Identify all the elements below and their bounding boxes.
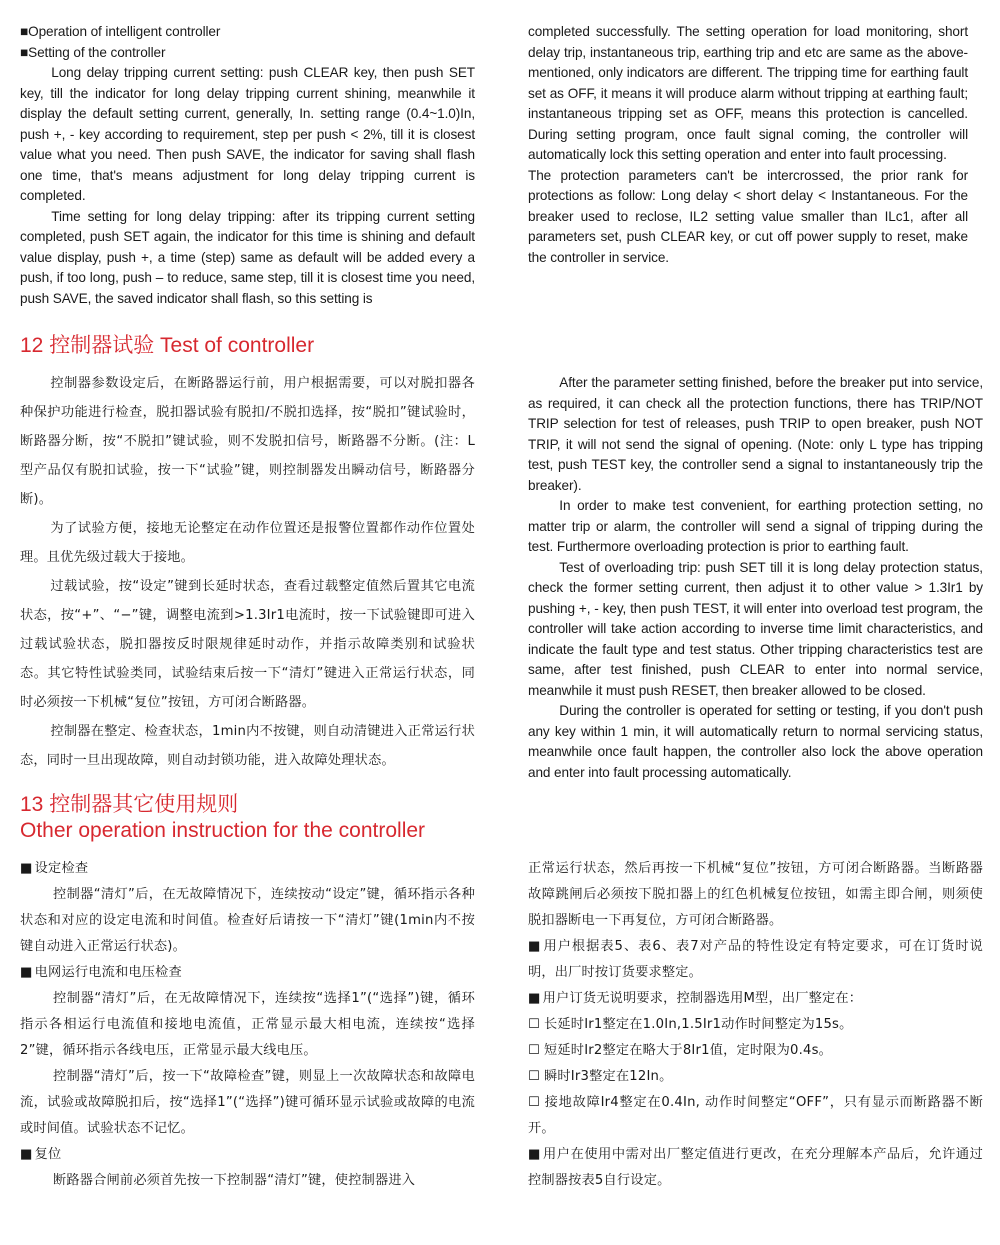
section-13-left-column [20, 856, 475, 1194]
setting-check-heading: ■ 设定检查 [20, 856, 475, 882]
test-intro-cn: 控制器参数设定后，在断路器运行前，用户根据需要，可以对脱扣器各种保护功能进行检查，脱扣器试验有脱扣/不脱扣选择，按“脱扣”键试验时，断路器分断，按“不脱扣”键试验，则不发脱扣信号，断路器不分断。(注：L型产品仅有脱扣试验，按一下“试验”键，则控制器发出瞬动信号，断路器分断)。 [20, 376, 475, 507]
short-delay-default: ☐ 短延时Ir2整定在略大于8Ir1值，定时限为0.4s。 [528, 1038, 983, 1064]
section-12-chinese-column [20, 369, 475, 775]
protection-rank-paragraph: The protection parameters can't be intercrossed, the prior rank for protections as follow: Long delay < short delay < Instantaneous. For the breaker used to reclose, IL2 setting value smaller than ILc1, after all parameters set, push CLEAR key, or cut off power supply to reset, make the controller in service. [528, 167, 968, 265]
overload-test-cn: 过载试验，按“设定”键到长延时状态，查看过载整定值然后置其它电流状态，按“+”、“−”键，调整电流到>1.3Ir1电流时，按一下试验键即可进入过载试验状态，脱扣器按反时限规律延时动作，并指示故障类别和试验状态。其它特性试验类同，试验结束后按一下“清灯”键进入正常运行状态，同时必须按一下机械“复位”按钮，方可闭合断路器。 [20, 579, 475, 710]
long-delay-time-paragraph: Time setting for long delay tripping: after its tripping current setting completed, push SET again, the indicator for this time is shining and default value display, push +, a time (step) same as default will be added every a push, if too long, push – to reduce, same step, till it is closest time you need, push SAVE, the saved indicator shall flash, so this setting is [20, 208, 475, 306]
section-12-heading: 12 控制器试验 Test of controller [20, 334, 315, 357]
auto-return-cn: 控制器在整定、检查状态，1min内不按键，则自动清键进入正常运行状态，同时一旦出现故障，则自动封锁功能，进入故障处理状态。 [20, 724, 475, 768]
grid-check-heading: ■ 电网运行电流和电压检查 [20, 960, 475, 986]
section-13-right-column [528, 856, 983, 1194]
earthing-priority-cn: 为了试验方便，接地无论整定在动作位置还是报警位置都作动作位置处理。且优先级过载大于接地。 [20, 521, 475, 565]
earthing-priority-en: In order to make test convenient, for earthing protection setting, no matter trip or alarm, the controller will send a signal of tripping during the test. Furthermore overloading protection is prior to earthing fault. [528, 498, 983, 554]
overload-test-en: Test of overloading trip: push SET till it is long delay protection status, check the former setting current, then adjust it to other value > 1.3Ir1 by pushing +, - key, then push TEST, it will enter into overload test program, the controller will take action according to inverse time limit characteristics, and indicate the fault type and test status. Other tripping characteristics test are same, after test finished, push CLEAR to enter into normal service, meanwhile it must push RESET, then breaker allowed to be closed. [528, 559, 983, 698]
earthing-fault-default: ☐ 接地故障Ir4整定在0.4In, 动作时间整定“OFF”，只有显示而断路器不断开。 [528, 1090, 983, 1142]
instantaneous-default: ☐ 瞬时Ir3整定在12In。 [528, 1064, 983, 1090]
top-right-column [528, 22, 968, 268]
reset-paragraph: 断路器合闸前必须首先按一下控制器“清灯”键，使控制器进入 [53, 1173, 416, 1188]
section-13-heading-en: Other operation instruction for the controller [20, 819, 426, 842]
setting-heading: ■Setting of the controller [20, 44, 166, 60]
default-setting-note: ■ 用户订货无说明要求，控制器选用M型，出厂整定在： [528, 986, 983, 1012]
section-13-heading-cn: 13 控制器其它使用规则 [20, 793, 239, 816]
reset-continued-paragraph: 正常运行状态，然后再按一下机械“复位”按钮，方可闭合断路器。当断路器故障跳闸后必须按下脱扣器上的红色机械复位按钮，如需主即合闸，则须使脱扣器断电一下再复位，方可闭合断路器。 [528, 861, 983, 928]
test-intro-en: After the parameter setting finished, before the breaker put into service, as required, it can check all the protection functions, there has TRIP/NOT TRIP selection for test of releases, push TRIP to open breaker, push NOT TRIP, it will not send the signal of opening. (Note: only L type has tripping test, push TEST key, the controller send a signal to instantaneously trip the breaker). [528, 375, 983, 493]
custom-setting-note: ■ 用户根据表5、表6、表7对产品的特性设定有特定要求，可在订货时说明，出厂时按订货要求整定。 [528, 934, 983, 986]
grid-check-paragraph: 控制器“清灯”后，在无故障情况下，连续按“选择1”(“选择”)键，循环指示各相运行电流值和接地电流值，正常显示最大相电流，连续按“选择2”键，循环指示各线电压，正常显示最大线电压。 [20, 991, 475, 1058]
fault-check-paragraph: 控制器“清灯”后，按一下“故障检查”键，则显上一次故障状态和故障电流，试验或故障脱扣后，按“选择1”(“选择”)键可循环显示试验或故障的电流或时间值。试验状态不记忆。 [20, 1069, 475, 1136]
long-delay-default: ☐ 长延时Ir1整定在1.0In,1.5Ir1动作时间整定为15s。 [528, 1012, 983, 1038]
setting-check-paragraph: 控制器“清灯”后，在无故障情况下，连续按动“设定”键，循环指示各种状态和对应的设定电流和时间值。检查好后请按一下“清灯”键(1min内不按键自动进入正常运行状态)。 [20, 887, 475, 954]
section-12-english-column [528, 373, 983, 783]
section-13-heading [20, 792, 425, 844]
top-left-column [20, 22, 475, 309]
auto-return-en: During the controller is operated for setting or testing, if you don't push any key within 1 min, it will automatically return to normal servicing status, meanwhile once fault happen, the controller also lock the above operation and enter into fault processing automatically. [528, 703, 983, 780]
long-delay-current-paragraph: Long delay tripping current setting: push CLEAR key, then push SET key, till the indicator for long delay tripping current shining, meanwhile it display the default setting current, generally, In. setting range (0.4~1.0)In, push +, - key according to requirement, step per push < 2%, till it is closest value what you need. Then push SAVE, the indicator for saving shall flash one time, that's means adjustment for long delay tripping current is completed. [20, 65, 475, 203]
reset-heading: ■ 复位 [20, 1142, 475, 1168]
setting-completion-paragraph: completed successfully. The setting operation for load monitoring, short delay trip, instantaneous trip, earthing trip and etc are same as the above-mentioned, only indicators are different. The tripping time for earthing fault set as OFF, it means it will produce alarm without tripping at earthing fault; instantaneous tripping set as OFF, means this protection is cancelled. During setting program, once fault signal coming, the controller will automatically lock this setting operation and enter into fault processing. [528, 24, 968, 162]
operation-heading: ■Operation of intelligent controller [20, 24, 221, 39]
user-change-note: ■ 用户在使用中需对出厂整定值进行更改，在充分理解本产品后，允许通过控制器按表5自行设定。 [528, 1142, 983, 1194]
